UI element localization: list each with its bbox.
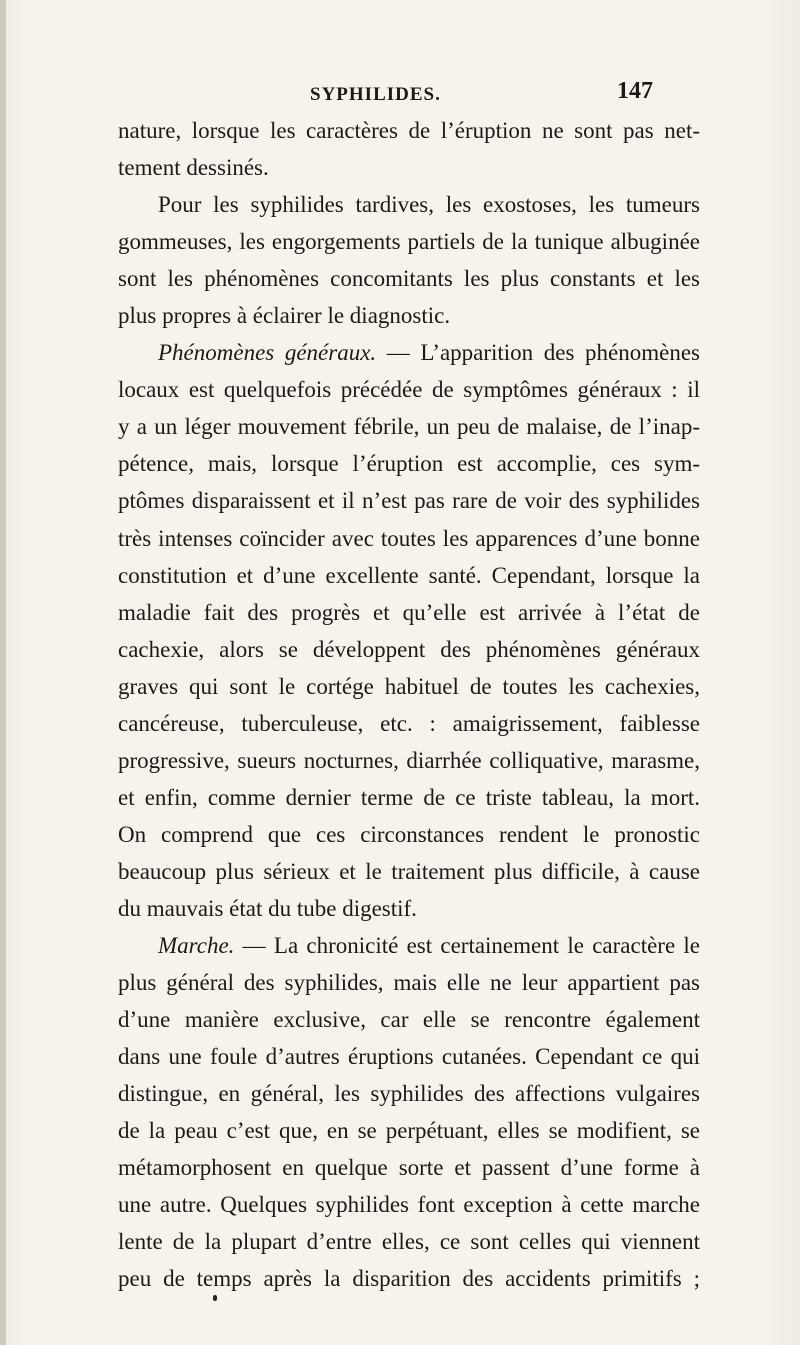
text-line: peu de temps après la disparition des accidents primitifs ; [118,1266,700,1292]
text-line: et enfin, comme dernier terme de ce triste tableau, la mort. [118,784,700,810]
text-line: d’une manière exclusive, car elle se rencontre également [118,1007,700,1033]
text-line: maladie fait des progrès et qu’elle est arrivée à l’état de [118,599,700,625]
text-line: graves qui sont le cortége habituel de toutes les cachexies, [118,673,700,699]
page-gutter [0,0,6,1345]
text-line: gommeuses, les engorgements partiels de la tunique albuginée [118,229,700,255]
text-line: y a un léger mouvement fébrile, un peu de malaise, de l’inap- [118,414,700,440]
text-line: pétence, mais, lorsque l’éruption est accomplie, ces sym- [118,451,700,477]
text-line: plus propres à éclairer le diagnostic. [118,303,451,329]
section-heading-phenomenes: Phénomènes généraux. [158,340,377,366]
text-line: ptômes disparaissent et il n’est pas rare de voir des syphilides [118,488,700,514]
text-line: du mauvais état du tube digestif. [118,895,417,921]
text-line: constitution et d’une excellente santé. Cependant, lorsque la [118,562,700,588]
text-line: très intenses coïncider avec toutes les apparences d’une bonne [118,525,700,551]
text-line: métamorphosent en quelque sorte et passent d’une forme à [118,1155,700,1181]
text-line: plus général des syphilides, mais elle ne leur appartient pas [118,970,700,996]
text-line: beaucoup plus sérieux et le traitement plus difficile, à cause [118,858,700,884]
page-number: 147 [617,78,653,104]
text-line: une autre. Quelques syphilides font exception à cette marche [118,1192,700,1218]
running-header [0,78,800,108]
text-line: nature, lorsque les caractères de l’éruption ne sont pas net- [118,118,700,143]
text-line: lente de la plupart d’entre elles, ce sont celles qui viennent [118,1229,700,1255]
section-heading-marche: Marche. [158,933,235,959]
text-line: sont les phénomènes concomitants les plus constants et les [118,266,700,292]
text-line: cachexie, alors se développent des phénomènes généraux [118,636,700,662]
text-line-rest: — La chronicité est certainement le caractère le [242,933,700,959]
text-line-with-heading [118,927,700,964]
text-line: progressive, sueurs nocturnes, diarrhée colliquative, marasme, [118,747,700,773]
text-line: On comprend que ces circonstances rendent le pronostic [118,821,700,847]
text-line-with-heading [118,334,700,371]
text-line: dans une foule d’autres éruptions cutanées. Cependant ce qui [118,1044,700,1070]
text-line: distingue, en général, les syphilides des affections vulgaires [118,1081,700,1107]
body-text [118,112,700,1298]
text-line: Pour les syphilides tardives, les exostoses, les tumeurs [158,192,700,218]
text-line: tement dessinés. [118,155,269,181]
text-line-rest: — L’apparition des phénomènes [386,340,700,366]
text-line: de la peau c’est que, en se perpétuant, elles se modifient, se [118,1118,700,1144]
running-title: SYPHILIDES. [310,84,441,105]
text-line: cancéreuse, tuberculeuse, etc. : amaigrissement, faiblesse [118,710,700,736]
ink-speck [213,1295,217,1301]
text-line: locaux est quelquefois précédée de symptômes généraux : il [118,377,700,403]
